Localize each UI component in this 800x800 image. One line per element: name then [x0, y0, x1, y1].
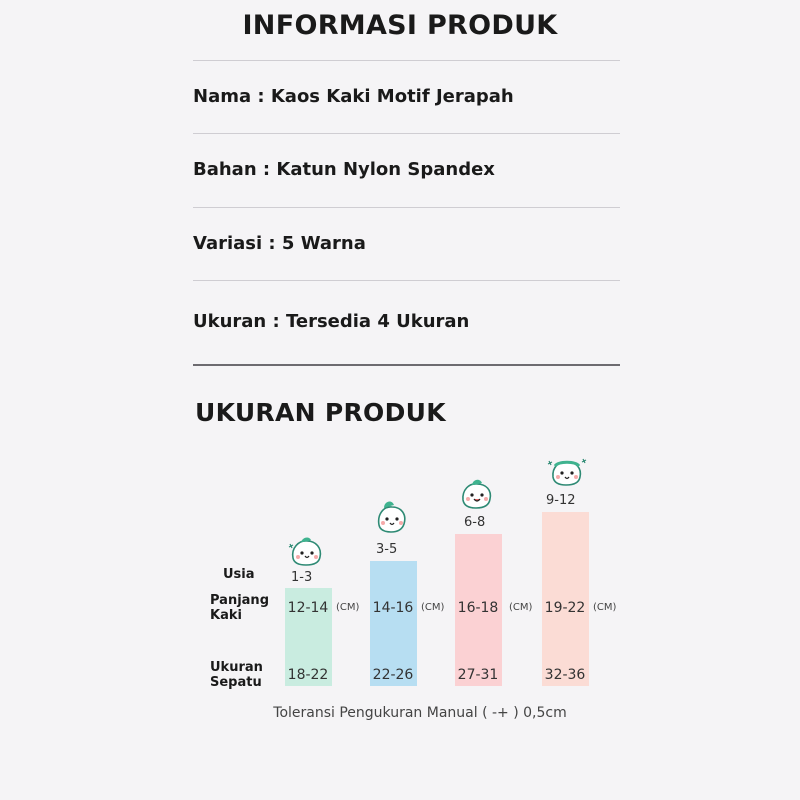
info-variation: Variasi : 5 Warna — [193, 233, 366, 254]
age-label: Usia — [223, 567, 255, 582]
info-size: Ukuran : Tersedia 4 Ukuran — [193, 311, 470, 332]
info-material: Bahan : Katun Nylon Spandex — [193, 159, 495, 180]
size-age-1: 1-3 — [291, 570, 313, 585]
info-name: Nama : Kaos Kaki Motif Jerapah — [193, 86, 514, 107]
size-unit-3: (CM) — [509, 602, 533, 613]
size-foot-2: 14-16 — [372, 600, 414, 616]
size-bar-4 — [542, 512, 589, 686]
size-age-3: 6-8 — [464, 515, 486, 530]
page-title: INFORMASI PRODUK — [242, 10, 558, 41]
section-divider — [193, 364, 620, 366]
size-foot-4: 19-22 — [544, 600, 586, 616]
size-unit-2: (CM) — [421, 602, 445, 613]
mascot-icon-2 — [372, 497, 412, 537]
foot-length-label-line1: Panjang — [210, 593, 269, 608]
size-shoe-1: 18-22 — [287, 667, 329, 683]
mascot-icon-4 — [545, 453, 589, 489]
shoe-size-label-line1: Ukuran — [210, 660, 263, 675]
size-age-4: 9-12 — [546, 493, 576, 508]
size-foot-1: 12-14 — [287, 600, 329, 616]
mascot-icon-3 — [457, 476, 497, 512]
foot-length-label-line2: Kaki — [210, 608, 242, 623]
size-unit-1: (CM) — [336, 602, 360, 613]
size-foot-3: 16-18 — [457, 600, 499, 616]
mascot-icon-1 — [287, 534, 327, 568]
shoe-size-label-line2: Sepatu — [210, 675, 262, 690]
divider — [193, 280, 620, 281]
divider — [193, 133, 620, 134]
size-section-title: UKURAN PRODUK — [195, 398, 446, 427]
shoe-size-label — [210, 660, 263, 690]
size-shoe-3: 27-31 — [457, 667, 499, 683]
size-shoe-4: 32-36 — [544, 667, 586, 683]
divider — [193, 207, 620, 208]
size-shoe-2: 22-26 — [372, 667, 414, 683]
divider — [193, 60, 620, 61]
foot-length-label — [210, 593, 269, 623]
size-unit-4: (CM) — [593, 602, 617, 613]
tolerance-note: Toleransi Pengukuran Manual ( -+ ) 0,5cm — [273, 705, 567, 721]
size-age-2: 3-5 — [376, 542, 398, 557]
